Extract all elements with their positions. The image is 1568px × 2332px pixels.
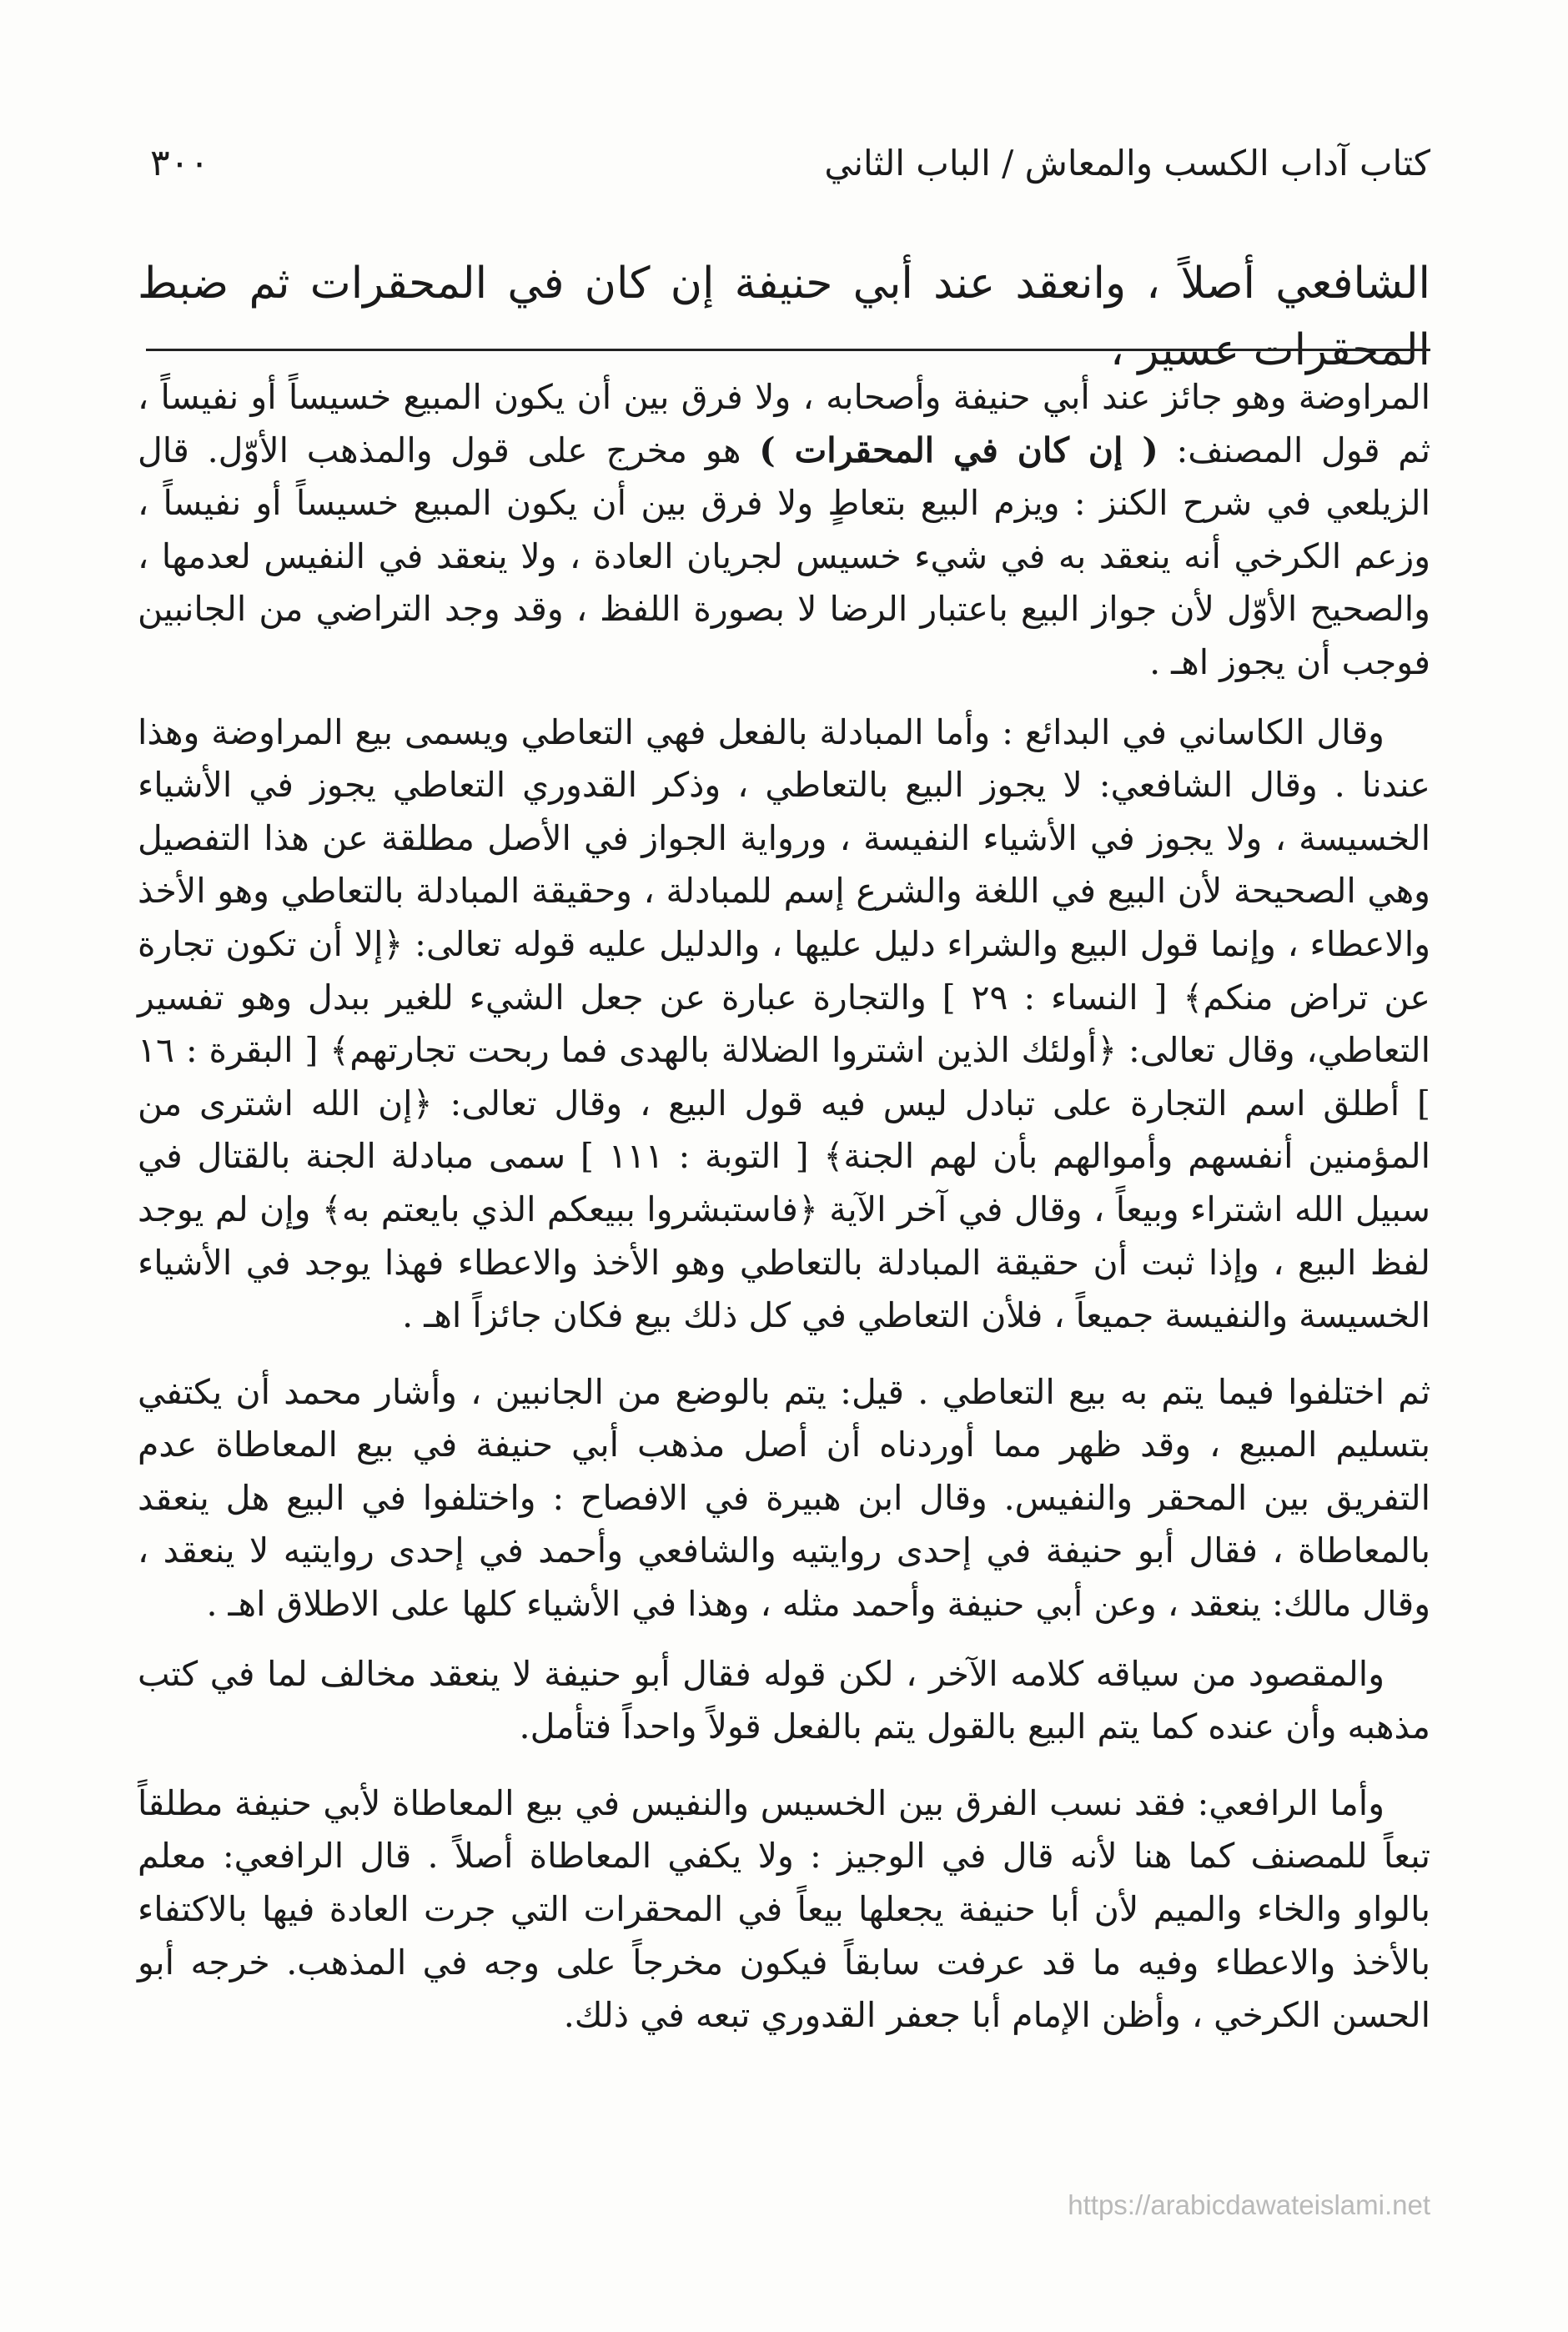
running-head: كتاب آداب الكسب والمعاش / الباب الثاني (824, 142, 1430, 183)
watermark-url: https://arabicdawateislami.net (1068, 2189, 1430, 2220)
page-number: ٣٠٠ (150, 141, 209, 184)
footnote-p1-after: هو مخرج على قول والمذهب الأوّل. قال الزيلعي في شرح الكنز : ويزم البيع بتعاطٍ ولا فرق بين أن يكون المبيع خسيساً أو نفيساً ، وزعم الكرخي أنه ينعقد به في شيء خسيس لجريان العادة ، ولا ينعقد في النفيس لعدمها ، والصحيح الأوّل لأن جواز البيع باعتبار الرضا لا بصورة اللفظ ، وقد وجد التراضي من الجانبين فوجب أن يجوز اهـ . (138, 430, 1430, 682)
footnote-separator (146, 349, 1430, 351)
footnote-paragraph-2: وقال الكاساني في البدائع : وأما المبادلة بالفعل فهي التعاطي ويسمى بيع المراوضة وهذا عندنا . وقال الشافعي: لا يجوز البيع بالتعاطي ، وذكر القدوري التعاطي يجوز في الأشياء الخسيسة ، ولا يجوز في الأشياء النفيسة ، ورواية الجواز في الأصل مطلقة عن هذا التفصيل وهي الصحيحة لأن البيع في اللغة والشرع إسم للمبادلة ، وحقيقة المبادلة بالتعاطي وهو الأخذ والاعطاء ، وإنما قول البيع والشراء دليل عليها ، والدليل عليه قوله تعالى: ﴿إلا أن تكون تجارة عن تراض منكم﴾ [ النساء : ٢٩ ] والتجارة عبارة عن جعل الشيء للغير ببدل وهو تفسير التعاطي، وقال تعالى: ﴿أولئك الذين اشتروا الضلالة بالهدى فما ربحت تجارتهم﴾ [ البقرة : ١٦ ] أطلق اسم التجارة على تبادل ليس فيه قول البيع ، وقال تعالى: ﴿إن الله اشترى من المؤمنين أنفسهم وأموالهم بأن لهم الجنة﴾ [ التوبة : ١١١ ] سمى مبادلة الجنة بالقتال في سبيل الله اشتراء وبيعاً ، وقال في آخر الآية ﴿فاستبشروا ببيعكم الذي بايعتم به﴾ وإن لم يوجد لفظ البيع ، وإذا ثبت أن حقيقة المبادلة بالتعاطي وهو الأخذ والاعطاء فهذا يوجد في الأشياء الخسيسة والنفيسة جميعاً ، فلأن التعاطي في كل ذلك بيع فكان جائزاً اهـ . (138, 711, 1430, 1336)
footnote-paragraph-1 (138, 371, 1430, 690)
page-header (150, 133, 1430, 192)
footnote-paragraph-3: ثم اختلفوا فيما يتم به بيع التعاطي . قيل: يتم بالوضع من الجانبين ، وأشار محمد أن يكتفي بتسليم المبيع ، وقد ظهر مما أوردناه أن أصل مذهب أبي حنيفة في بيع المعاطاة عدم التفريق بين المحقر والنفيس. وقال ابن هبيرة في الافصاح : واختلفوا في البيع هل ينعقد بالمعاطاة ، فقال أبو حنيفة في إحدى روايتيه والشافعي وأحمد في إحدى روايتيه لا ينعقد ، وقال مالك: ينعقد ، وعن أبي حنيفة وأحمد مثله ، وهذا في الأشياء كلها على الاطلاق اهـ . (138, 1371, 1430, 1625)
main-text-line: الشافعي أصلاً ، وانعقد عند أبي حنيفة إن كان في المحقرات ثم ضبط المحقرات عسير ، (138, 259, 1430, 375)
footnote-paragraph-4: والمقصود من سياقه كلامه الآخر ، لكن قوله فقال أبو حنيفة لا ينعقد مخالف لما في كتب مذهبه وأن عنده كما يتم البيع بالقول يتم بالفعل قولاً واحداً فتأمل. (138, 1653, 1430, 1747)
footnote-paragraph-5: وأما الرافعي: فقد نسب الفرق بين الخسيس والنفيس في بيع المعاطاة لأبي حنيفة مطلقاً تبعاً للمصنف كما هنا لأنه قال في الوجيز : ولا يكفي المعاطاة أصلاً . قال الرافعي: معلم بالواو والخاء والميم لأن أبا حنيفة يجعلها بيعاً في المحقرات التي جرت العادة فيها بالاكتفاء بالأخذ والاعطاء وفيه ما قد عرفت سابقاً فيكون مخرجاً على وجه في المذهب. خرجه أبو الحسن الكرخي ، وأظن الإمام أبا جعفر القدوري تبعه في ذلك. (138, 1782, 1430, 2036)
footnote-p1-bold-quote: ( إن كان في المحقرات ) (759, 430, 1158, 470)
footnote-p1-before: المراوضة وهو جائز عند أبي حنيفة وأصحابه ، ولا فرق بين أن يكون المبيع خسيساً أو نفيساً ، ثم قول المصنف: (138, 377, 1430, 470)
footnotes-section (138, 371, 1430, 2043)
